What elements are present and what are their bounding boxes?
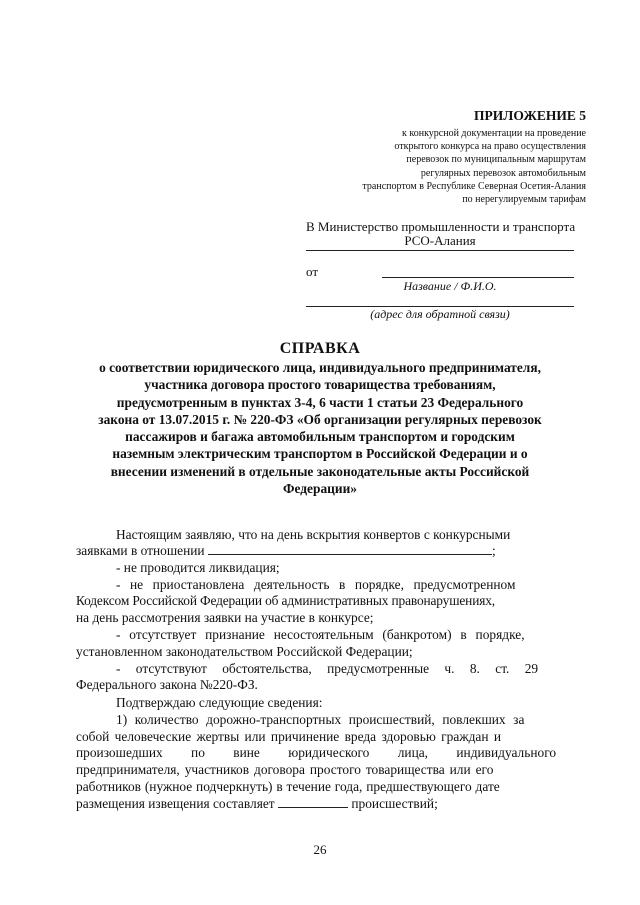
body-paragraph-line: собой человеческие жертвы или причинение вреда здоровью граждан и bbox=[76, 729, 502, 744]
subtitle-line: участника договора простого товарищества требованиям, bbox=[144, 377, 496, 393]
appendix-caption bbox=[300, 127, 586, 206]
subtitle-line: предусмотренным в пунктах 3-4, 6 части 1 статьи 23 Федерального bbox=[116, 394, 524, 410]
confirm-heading: Подтверждаю следующие сведения: bbox=[116, 695, 323, 710]
body-paragraph-line: произошедших по вине юридического лица, индивидуального bbox=[76, 745, 557, 760]
appendix-line: транспортом в Республике Северная Осетия-Алания bbox=[362, 180, 586, 192]
body-paragraph-line bbox=[76, 796, 582, 812]
appendix-title: ПРИЛОЖЕНИЕ 5 bbox=[474, 108, 586, 123]
list-item: - не проводится ликвидация; bbox=[116, 560, 280, 575]
subtitle-line: о соответствии юридического лица, индивидуального предпринимателя, bbox=[99, 360, 541, 375]
address-field-hint: (адрес для обратной связи) bbox=[370, 307, 510, 321]
appendix-line: по нерегулируемым тарифам bbox=[462, 194, 586, 206]
list-item: установленном законодательством Российской Федерации; bbox=[76, 644, 413, 659]
subtitle-line: наземным электрическим транспортом в Российской Федерации и о bbox=[112, 446, 528, 462]
subtitle-line: закона от 13.07.2015 г. № 220-ФЗ «Об организации регулярных перевозок bbox=[98, 411, 542, 427]
subtitle-line: внесении изменений в отдельные законодательные акты Российской bbox=[110, 463, 530, 479]
list-item: на день рассмотрения заявки на участие в конкурсе; bbox=[76, 610, 374, 625]
body-paragraph-line bbox=[76, 543, 582, 559]
body-text: ; bbox=[491, 543, 496, 558]
appendix-line: перевозок по муниципальным маршрутам bbox=[406, 154, 586, 166]
list-item: Кодексом Российской Федерации об административных правонарушениях, bbox=[76, 593, 495, 608]
name-field-hint: Название / Ф.И.О. bbox=[403, 279, 497, 293]
from-label: от bbox=[306, 264, 319, 279]
document-subtitle bbox=[60, 359, 580, 497]
addressee-line: РСО-Алания bbox=[306, 233, 574, 251]
list-item: - отсутствует признание несостоятельным (банкротом) в порядке, bbox=[116, 627, 525, 642]
addressee-line: В Министерство промышленности и транспорта bbox=[306, 219, 576, 234]
appendix-line: регулярных перевозок автомобильным bbox=[420, 167, 586, 179]
list-item: - не приостановлена деятельность в порядке, предусмотренном bbox=[116, 577, 516, 592]
route-blank-field[interactable] bbox=[208, 543, 492, 555]
body-paragraph-line: предпринимателя, участников договора простого товарищества или его bbox=[76, 762, 494, 777]
body-text: происшествий; bbox=[351, 796, 438, 811]
appendix-line: открытого конкурса на право осуществления bbox=[394, 141, 586, 153]
subtitle-line: пассажиров и багажа автомобильным транспортом и городским bbox=[125, 429, 515, 445]
document-title: СПРАВКА bbox=[279, 340, 361, 357]
body-text: Настоящим заявляю, что на день вскрытия конвертов с конкурсными bbox=[116, 527, 511, 542]
body-paragraph-line: работников (нужное подчеркнуть) в течение года, предшествующего дате bbox=[76, 779, 500, 794]
list-item: - отсутствуют обстоятельства, предусмотренные ч. 8. ст. 29 bbox=[116, 661, 539, 676]
name-field-line[interactable] bbox=[382, 277, 574, 278]
body-text: заявками в отношении bbox=[76, 543, 205, 558]
body-paragraph-line: 1) количество дорожно-транспортных происшествий, повлекших за bbox=[116, 712, 525, 727]
appendix-line: к конкурсной документации на проведение bbox=[402, 128, 586, 139]
list-item: Федерального закона №220-ФЗ. bbox=[76, 677, 258, 692]
incident-count-field[interactable] bbox=[278, 796, 348, 808]
body-paragraph-line bbox=[116, 527, 582, 543]
page-number: 26 bbox=[313, 842, 327, 857]
subtitle-line: Федерации» bbox=[283, 481, 357, 497]
body-text: размещения извещения составляет bbox=[76, 796, 275, 811]
